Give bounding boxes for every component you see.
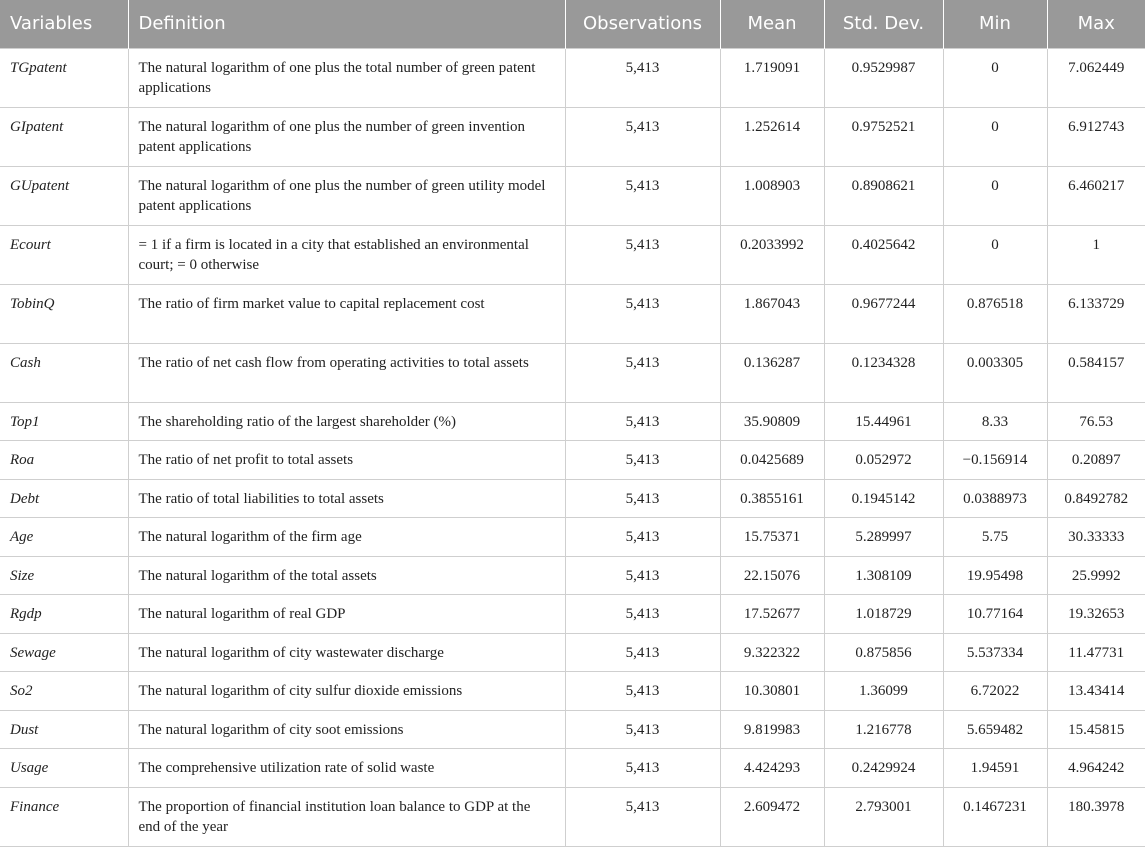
mean-cell: 0.2033992: [720, 225, 824, 284]
header-min: Min: [943, 0, 1047, 48]
max-cell: 76.53: [1047, 402, 1145, 441]
std-dev-cell: 0.1945142: [824, 479, 943, 518]
min-cell: 1.94591: [943, 749, 1047, 788]
table-row: [0, 787, 1145, 846]
std-dev-cell: 0.9752521: [824, 107, 943, 166]
max-cell: 11.47731: [1047, 633, 1145, 672]
max-cell: 19.32653: [1047, 595, 1145, 634]
observations-cell: 5,413: [565, 518, 720, 557]
variable-definition: The natural logarithm of the total assets: [128, 556, 565, 595]
table-row: [0, 710, 1145, 749]
min-cell: 5.75: [943, 518, 1047, 557]
min-cell: 0: [943, 48, 1047, 107]
max-cell: 6.460217: [1047, 166, 1145, 225]
min-cell: 8.33: [943, 402, 1047, 441]
variable-definition: The ratio of total liabilities to total assets: [128, 479, 565, 518]
variable-definition: The natural logarithm of one plus the number of green invention patent applications: [128, 107, 565, 166]
table-row: [0, 107, 1145, 166]
observations-cell: 5,413: [565, 710, 720, 749]
std-dev-cell: 0.9529987: [824, 48, 943, 107]
variable-definition: The natural logarithm of city wastewater discharge: [128, 633, 565, 672]
std-dev-cell: 1.216778: [824, 710, 943, 749]
mean-cell: 9.819983: [720, 710, 824, 749]
variable-name: TGpatent: [0, 48, 128, 107]
observations-cell: 5,413: [565, 787, 720, 846]
table-row: [0, 633, 1145, 672]
max-cell: 0.20897: [1047, 441, 1145, 480]
mean-cell: 0.136287: [720, 343, 824, 402]
mean-cell: 1.008903: [720, 166, 824, 225]
min-cell: −0.156914: [943, 441, 1047, 480]
observations-cell: 5,413: [565, 402, 720, 441]
table-row: [0, 284, 1145, 343]
variable-name: So2: [0, 672, 128, 711]
min-cell: 0.876518: [943, 284, 1047, 343]
max-cell: 180.3978: [1047, 787, 1145, 846]
variable-name: Age: [0, 518, 128, 557]
mean-cell: 10.30801: [720, 672, 824, 711]
mean-cell: 35.90809: [720, 402, 824, 441]
variable-name: GIpatent: [0, 107, 128, 166]
variable-definition: The natural logarithm of city sulfur dioxide emissions: [128, 672, 565, 711]
max-cell: 1: [1047, 225, 1145, 284]
table-row: [0, 595, 1145, 634]
variable-name: Debt: [0, 479, 128, 518]
min-cell: 0: [943, 166, 1047, 225]
variable-definition: The proportion of financial institution loan balance to GDP at the end of the year: [128, 787, 565, 846]
header-definition: Definition: [128, 0, 565, 48]
mean-cell: 1.252614: [720, 107, 824, 166]
observations-cell: 5,413: [565, 441, 720, 480]
variable-name: Usage: [0, 749, 128, 788]
variable-definition: The natural logarithm of city soot emissions: [128, 710, 565, 749]
std-dev-cell: 15.44961: [824, 402, 943, 441]
variable-definition: The natural logarithm of real GDP: [128, 595, 565, 634]
table-row: [0, 343, 1145, 402]
variable-definition: The natural logarithm of one plus the total number of green patent applications: [128, 48, 565, 107]
variable-definition: The ratio of net profit to total assets: [128, 441, 565, 480]
observations-cell: 5,413: [565, 672, 720, 711]
std-dev-cell: 0.9677244: [824, 284, 943, 343]
variable-definition: The comprehensive utilization rate of solid waste: [128, 749, 565, 788]
variable-name: Dust: [0, 710, 128, 749]
mean-cell: 2.609472: [720, 787, 824, 846]
variable-definition: The natural logarithm of the firm age: [128, 518, 565, 557]
table-row: [0, 518, 1145, 557]
variable-name: Ecourt: [0, 225, 128, 284]
mean-cell: 0.0425689: [720, 441, 824, 480]
variable-name: Top1: [0, 402, 128, 441]
observations-cell: 5,413: [565, 48, 720, 107]
observations-cell: 5,413: [565, 633, 720, 672]
mean-cell: 22.15076: [720, 556, 824, 595]
variable-definition: = 1 if a firm is located in a city that established an environmental court; = 0 otherwise: [128, 225, 565, 284]
std-dev-cell: 1.36099: [824, 672, 943, 711]
min-cell: 0.0388973: [943, 479, 1047, 518]
max-cell: 0.8492782: [1047, 479, 1145, 518]
max-cell: 13.43414: [1047, 672, 1145, 711]
table-row: [0, 556, 1145, 595]
std-dev-cell: 0.875856: [824, 633, 943, 672]
table-row: [0, 166, 1145, 225]
header-observations: Observations: [565, 0, 720, 48]
std-dev-cell: 0.2429924: [824, 749, 943, 788]
variable-definition: The ratio of net cash flow from operating activities to total assets: [128, 343, 565, 402]
std-dev-cell: 0.052972: [824, 441, 943, 480]
variable-name: GUpatent: [0, 166, 128, 225]
header-variables: Variables: [0, 0, 128, 48]
observations-cell: 5,413: [565, 225, 720, 284]
mean-cell: 15.75371: [720, 518, 824, 557]
mean-cell: 1.719091: [720, 48, 824, 107]
max-cell: 7.062449: [1047, 48, 1145, 107]
variable-name: Rgdp: [0, 595, 128, 634]
observations-cell: 5,413: [565, 556, 720, 595]
std-dev-cell: 1.018729: [824, 595, 943, 634]
observations-cell: 5,413: [565, 595, 720, 634]
max-cell: 6.133729: [1047, 284, 1145, 343]
min-cell: 19.95498: [943, 556, 1047, 595]
std-dev-cell: 5.289997: [824, 518, 943, 557]
table-row: [0, 441, 1145, 480]
mean-cell: 9.322322: [720, 633, 824, 672]
mean-cell: 1.867043: [720, 284, 824, 343]
min-cell: 6.72022: [943, 672, 1047, 711]
variable-definition: The ratio of firm market value to capital replacement cost: [128, 284, 565, 343]
std-dev-cell: 2.793001: [824, 787, 943, 846]
table-row: [0, 402, 1145, 441]
std-dev-cell: 0.8908621: [824, 166, 943, 225]
min-cell: 5.659482: [943, 710, 1047, 749]
variable-definition: The shareholding ratio of the largest shareholder (%): [128, 402, 565, 441]
variable-name: Cash: [0, 343, 128, 402]
max-cell: 15.45815: [1047, 710, 1145, 749]
variable-name: Size: [0, 556, 128, 595]
max-cell: 25.9992: [1047, 556, 1145, 595]
table-row: [0, 749, 1145, 788]
variable-name: Sewage: [0, 633, 128, 672]
min-cell: 0.1467231: [943, 787, 1047, 846]
header-row: [0, 0, 1145, 48]
observations-cell: 5,413: [565, 284, 720, 343]
min-cell: 0.003305: [943, 343, 1047, 402]
observations-cell: 5,413: [565, 343, 720, 402]
variable-definition: The natural logarithm of one plus the number of green utility model patent applications: [128, 166, 565, 225]
std-dev-cell: 1.308109: [824, 556, 943, 595]
observations-cell: 5,413: [565, 107, 720, 166]
observations-cell: 5,413: [565, 479, 720, 518]
mean-cell: 0.3855161: [720, 479, 824, 518]
header-std-dev: Std. Dev.: [824, 0, 943, 48]
mean-cell: 17.52677: [720, 595, 824, 634]
table-row: [0, 48, 1145, 107]
observations-cell: 5,413: [565, 749, 720, 788]
max-cell: 30.33333: [1047, 518, 1145, 557]
std-dev-cell: 0.1234328: [824, 343, 943, 402]
min-cell: 0: [943, 107, 1047, 166]
table-row: [0, 479, 1145, 518]
observations-cell: 5,413: [565, 166, 720, 225]
variable-name: TobinQ: [0, 284, 128, 343]
min-cell: 10.77164: [943, 595, 1047, 634]
table-row: [0, 225, 1145, 284]
max-cell: 4.964242: [1047, 749, 1145, 788]
variable-name: Roa: [0, 441, 128, 480]
min-cell: 0: [943, 225, 1047, 284]
header-max: Max: [1047, 0, 1145, 48]
min-cell: 5.537334: [943, 633, 1047, 672]
table-row: [0, 672, 1145, 711]
variable-name: Finance: [0, 787, 128, 846]
max-cell: 6.912743: [1047, 107, 1145, 166]
max-cell: 0.584157: [1047, 343, 1145, 402]
header-mean: Mean: [720, 0, 824, 48]
std-dev-cell: 0.4025642: [824, 225, 943, 284]
mean-cell: 4.424293: [720, 749, 824, 788]
